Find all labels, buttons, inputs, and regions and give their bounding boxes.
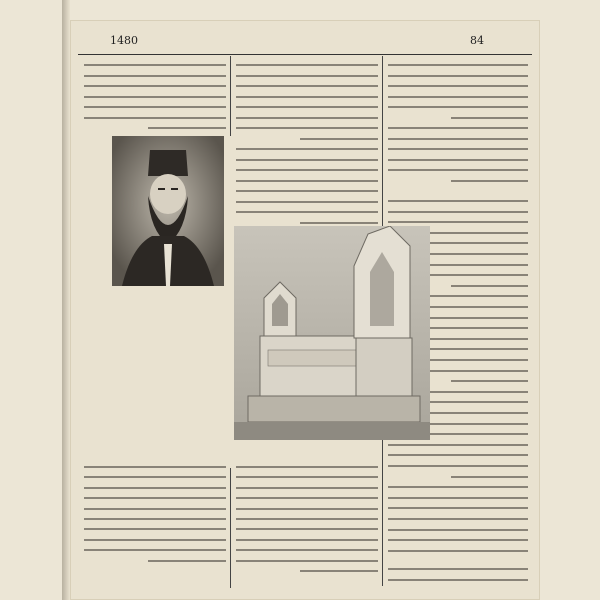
text-line bbox=[236, 476, 378, 478]
text-line bbox=[236, 169, 378, 171]
text-line bbox=[451, 117, 528, 119]
text-line bbox=[236, 549, 378, 551]
text-line bbox=[300, 222, 378, 224]
text-line bbox=[236, 75, 378, 77]
text-line bbox=[84, 528, 226, 530]
text-line bbox=[84, 85, 226, 87]
text-line bbox=[236, 159, 378, 161]
text-line bbox=[451, 285, 528, 287]
text-line bbox=[236, 466, 378, 468]
text-line bbox=[84, 96, 226, 98]
header-page-number: 84 bbox=[470, 34, 484, 47]
text-line bbox=[84, 539, 226, 541]
text-line bbox=[451, 476, 528, 478]
column-rule-left-top bbox=[230, 56, 231, 136]
text-line bbox=[236, 539, 378, 541]
page-header bbox=[70, 20, 540, 60]
text-line bbox=[388, 539, 528, 541]
text-line bbox=[148, 560, 226, 562]
journal-page bbox=[70, 20, 540, 600]
text-line bbox=[388, 497, 528, 499]
text-line bbox=[236, 497, 378, 499]
text-line bbox=[236, 190, 378, 192]
text-line bbox=[388, 518, 528, 520]
text-line bbox=[388, 211, 528, 213]
tomb-illustration bbox=[234, 226, 430, 440]
text-line bbox=[236, 180, 378, 182]
text-line bbox=[84, 487, 226, 489]
text-line bbox=[84, 518, 226, 520]
text-line bbox=[236, 127, 378, 129]
text-line bbox=[451, 380, 528, 382]
page-edge-shadow bbox=[62, 0, 70, 600]
text-line bbox=[84, 508, 226, 510]
text-line bbox=[84, 497, 226, 499]
text-line bbox=[388, 568, 528, 570]
text-line bbox=[388, 486, 528, 488]
text-line bbox=[300, 570, 378, 572]
text-line bbox=[388, 138, 528, 140]
text-line bbox=[236, 148, 378, 150]
text-line bbox=[388, 465, 528, 467]
text-line bbox=[84, 106, 226, 108]
text-line bbox=[148, 127, 226, 129]
text-line bbox=[236, 96, 378, 98]
text-line bbox=[388, 550, 528, 552]
text-line bbox=[451, 180, 528, 182]
text-line bbox=[388, 169, 528, 171]
text-line bbox=[236, 518, 378, 520]
text-line bbox=[388, 96, 528, 98]
column-rule-left-bottom bbox=[230, 468, 231, 588]
text-line bbox=[236, 85, 378, 87]
text-line bbox=[388, 106, 528, 108]
text-line bbox=[84, 117, 226, 119]
text-line bbox=[388, 64, 528, 66]
text-line bbox=[388, 444, 528, 446]
text-line bbox=[388, 75, 528, 77]
text-line bbox=[84, 549, 226, 551]
text-line bbox=[388, 148, 528, 150]
text-line bbox=[84, 476, 226, 478]
text-line bbox=[388, 221, 528, 223]
text-line bbox=[388, 200, 528, 202]
text-line bbox=[388, 85, 528, 87]
text-line bbox=[236, 487, 378, 489]
text-line bbox=[388, 159, 528, 161]
text-line bbox=[388, 529, 528, 531]
text-line bbox=[300, 138, 378, 140]
text-line bbox=[388, 507, 528, 509]
text-line bbox=[84, 75, 226, 77]
portrait-illustration bbox=[112, 136, 224, 286]
tomb-photo bbox=[234, 226, 430, 440]
text-line bbox=[236, 508, 378, 510]
header-issue-number: 1480 bbox=[110, 34, 138, 47]
header-rule bbox=[78, 54, 532, 55]
text-line bbox=[236, 64, 378, 66]
text-line bbox=[236, 560, 378, 562]
portrait-photo bbox=[112, 136, 224, 286]
text-line bbox=[84, 466, 226, 468]
text-line bbox=[388, 579, 528, 581]
text-line bbox=[236, 106, 378, 108]
text-line bbox=[236, 528, 378, 530]
text-line bbox=[388, 454, 528, 456]
text-line bbox=[388, 127, 528, 129]
text-line bbox=[84, 64, 226, 66]
text-line bbox=[236, 201, 378, 203]
text-line bbox=[236, 211, 378, 213]
text-line bbox=[236, 117, 378, 119]
